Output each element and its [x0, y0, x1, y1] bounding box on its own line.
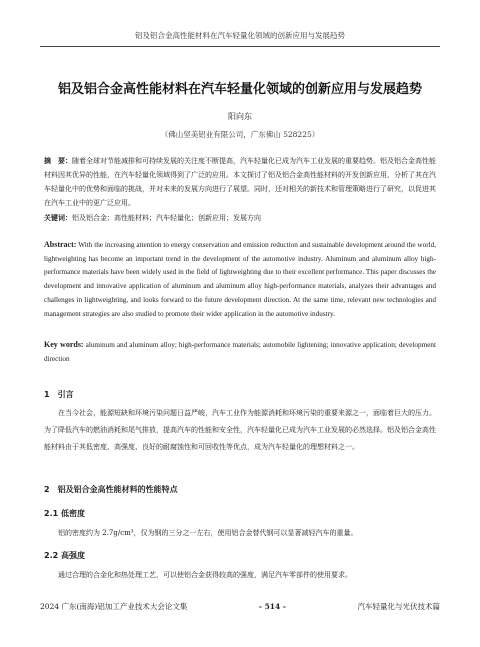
abstract-en [44, 238, 436, 321]
author-name: 阳向东 [228, 112, 252, 121]
page-number: - 514 - [258, 602, 286, 611]
footer-proceedings: 2024 广东(南海)铝加工产业技术大会论文集 [40, 602, 188, 611]
section-2-2-text: 通过合理的合金化和热处理工艺，可以使铝合金获得较高的强度，满足汽车零部件的使用要求。 [58, 571, 352, 579]
keywords-en-text: aluminum and aluminum alloy; high-performance materials; automobile lightening; innovative application; development direction [44, 341, 436, 363]
keywords-cn-text: 铝及铝合金；高性能材料；汽车轻量化；创新应用；发展方向 [72, 214, 261, 222]
section-2-heading: 2 铝及铝合金高性能材料的性能特点 [44, 485, 178, 494]
section-2-2-heading: 2.2 高强度 [44, 551, 85, 560]
abstract-en-label: Abstract: [44, 240, 77, 249]
abstract-cn [44, 154, 436, 210]
section-1-heading: 1 引言 [44, 390, 74, 399]
keywords-en-label: Key words: [44, 340, 84, 349]
keywords-cn [44, 211, 436, 225]
page-footer [40, 601, 440, 612]
abstract-cn-label: 摘 要： [44, 157, 72, 165]
author-affiliation: （佛山坚美铝业有限公司，广东佛山 528225） [160, 130, 320, 139]
running-header: 铝及铝合金高性能材料在汽车轻量化领域的创新应用与发展趋势 [40, 30, 440, 47]
paper-title: 铝及铝合金高性能材料在汽车轻量化领域的创新应用与发展趋势 [57, 82, 422, 97]
section-2-1-text: 铝的密度约为 2.7g/cm³，仅为钢的三分之一左右，使用铝合金替代钢可以显著减轻汽车的重量。 [58, 529, 358, 537]
footer-section: 汽车轻量化与光伏技术篇 [357, 602, 440, 611]
abstract-en-text: With the increasing attention to energy conservation and emission reduction and sustainable development around the world, lightweighting has become an important trend in the development of the automotive industry. Aluminum and aluminum alloy high-performance materials have been widely used in the field of lightweighting due to their excellent performance. This paper discusses the development and innovative application of aluminum and aluminum alloy high-performance materials, analyzes their advantages and challenges in lightweighting, and looks forward to the future development direction. At the same time, relevant new technologies and management strategies are also studied to promote their wider application in the automotive industry. [44, 241, 436, 318]
section-2-1-heading: 2.1 低密度 [44, 509, 85, 518]
abstract-cn-text: 随着全球对节能减排和可持续发展的关注度不断提高，汽车轻量化已成为汽车工业发展的重要趋势。铝及铝合金高性能材料因其优异的性能，在汽车轻量化领域得到了广泛的应用。本文探讨了铝及铝合金高性能材料的开发创新应用，分析了其在汽车轻量化中的优势和面临的挑战，并对未来的发展方向进行了展望。同时，还对相关的新技术和管理策略进行了研究，以促进其在汽车工业中的更广泛应用。 [44, 157, 436, 207]
keywords-cn-label: 关键词： [44, 214, 72, 222]
keywords-en [44, 338, 436, 366]
section-1-text: 在当今社会，能源短缺和环境污染问题日益严峻，汽车工业作为能源消耗和环境污染的重要来源之一，面临着巨大的压力。为了降低汽车的燃油消耗和尾气排放，提高汽车的性能和安全性，汽车轻量化已成为汽车工业发展的必然选择。铝及铝合金高性能材料由于其低密度、高强度、良好的耐腐蚀性和可回收性等优点，成为汽车轻量化的理想材料之一。 [44, 409, 436, 451]
